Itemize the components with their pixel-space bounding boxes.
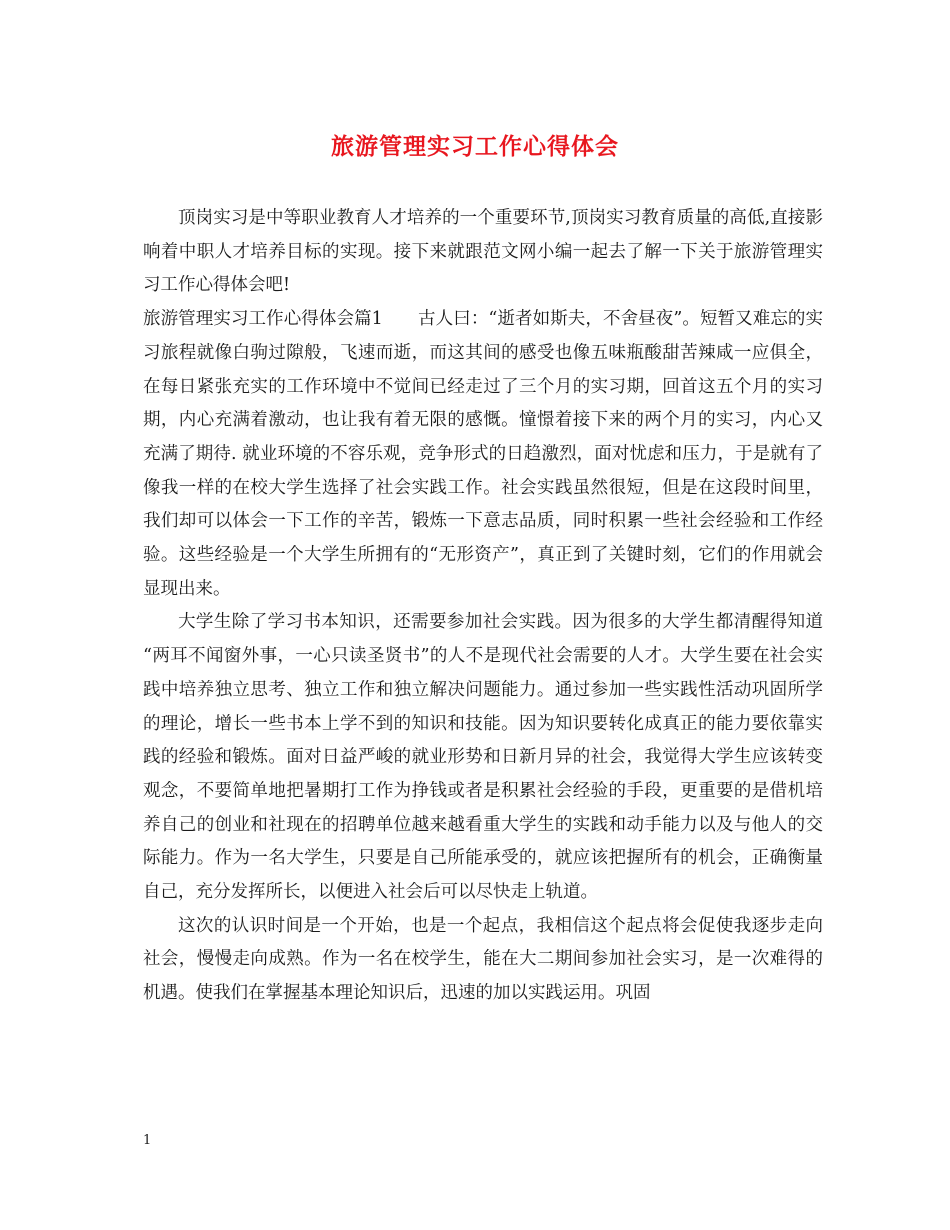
document-body [143, 202, 823, 1011]
body-paragraph-2: 大学生除了学习书本知识，还需要参加社会实践。因为很多的大学生都清醒得知道 “两耳不闻窗外事，一心只读圣贤书”的人不是现代社会需要的人才。大学生要在社会实践中培养独立思考、独立工作和独立解决问题能力。通过参加一些实践性活动巩固所学的理论，增长一些书本上学不到的知识和技能。因为知识要转化成真正的能力要依靠实践的经验和锻炼。面对日益严峻的就业形势和日新月异的社会，我觉得大学生应该转变观念，不要简单地把暑期打工作为挣钱或者是积累社会经验的手段，更重要的是借机培养自己的创业和社现在的招聘单位越来越看重大学生的实践和动手能力以及与他人的交际能力。作为一名大学生，只要是自己所能承受的，就应该把握所有的机会，正确衡量自己，充分发挥所长，以便进入社会后可以尽快走上轨道。 [143, 612, 823, 903]
body-paragraph-1: 旅游管理实习工作心得体会篇1 古人曰：“逝者如斯夫，不舍昼夜”。短暂又难忘的实习旅程就像白驹过隙般，飞速而逝，而这其间的感受也像五味瓶酸甜苦辣咸一应俱全，在每日紧张充实的工作环境中不觉间已经走过了三个月的实习期，回首这五个月的实习期，内心充满着激动，也让我有着无限的感慨。憧憬着接下来的两个月的实习，内心又充满了期待. 就业环境的不容乐观，竞争形式的日趋激烈，面对忧虑和压力，于是就有了像我一样的在校大学生选择了社会实践工作。社会实践虽然很短，但是在这段时间里，我们却可以体会一下工作的辛苦，锻炼一下意志品质，同时积累一些社会经验和工作经验。这些经验是一个大学生所拥有的“无形资产”，真正到了关键时刻，它们的作用就会显现出来。 [143, 309, 823, 599]
document-title: 旅游管理实习工作心得体会 [331, 133, 619, 160]
body-paragraph-3: 这次的认识时间是一个开始，也是一个起点，我相信这个起点将会促使我逐步走向社会，慢慢走向成熟。作为一名在校学生，能在大二期间参加社会实习，是一次难得的机遇。使我们在掌握基本理论知识后，迅速的加以实践运用。巩固 [143, 915, 823, 1004]
page-number: 1 [143, 1133, 152, 1148]
intro-paragraph: 顶岗实习是中等职业教育人才培养的一个重要环节,顶岗实习教育质量的高低,直接影响着中职人才培养目标的实现。接下来就跟范文网小编一起去了解一下关于旅游管理实习工作心得体会吧! [143, 208, 823, 296]
